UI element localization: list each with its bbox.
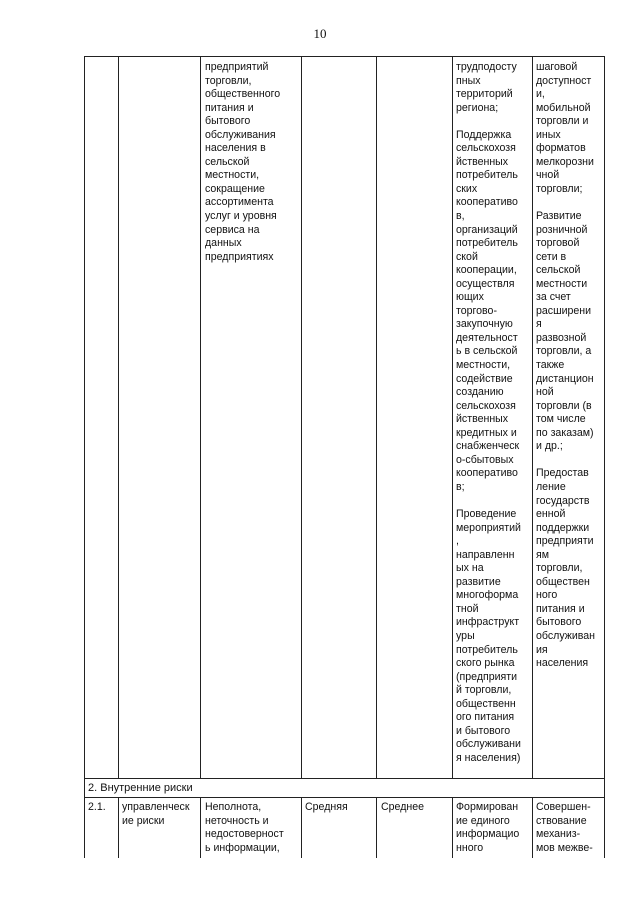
table-col-divider-2b: [200, 797, 201, 858]
page-number: 10: [313, 26, 327, 41]
cell-risk-description: Неполнота, неточность и недостоверност ь информации,: [205, 801, 284, 854]
cell-row-number: 2.1.: [88, 801, 106, 813]
cell-impact: Среднее: [381, 801, 425, 813]
cell-risk-description-continued: предприятий торговли, общественного питания и бытового обслуживания населения в сельской местности, сокращение ассортимента услуг и уровня сервиса на данных предприятиях: [205, 61, 281, 263]
table-col-divider-5b: [452, 797, 453, 858]
table-border-right: [604, 56, 605, 858]
cell-measures: Формирован ие единого информацио нного: [456, 801, 520, 854]
table-col-divider-1: [118, 56, 119, 778]
table-border-left: [84, 56, 85, 858]
table-col-divider-4: [376, 56, 377, 778]
section-bottom-border: [84, 797, 605, 798]
cell-measures-continued: трудподосту пных территорий региона; Поддержка сельскохозя йственных потребитель ских кооперативо в, организаций потребитель ской кооперации, осуществля ющих торгово- закупочную деятельност ь в сельской местности, содействие созданию сельскохозя йственных кредитных и снабженческ о-сбытовых кооперативо в; Проведение мероприятий , направленн ых на развитие многоформа тной инфраструкт уры потребитель ского рынка (предприяти й торговли, общественн ого питания и бытового обслуживани я населения): [456, 61, 521, 764]
section-top-border: [84, 778, 605, 779]
table-col-divider-6b: [532, 797, 533, 858]
table-top-border: [84, 56, 605, 57]
table-col-divider-6: [532, 56, 533, 778]
table-col-divider-4b: [376, 797, 377, 858]
cell-improvements: Совершен- ствование механиз- мов межве-: [536, 801, 593, 854]
table-col-divider-1b: [118, 797, 119, 858]
section-internal-risks: 2. Внутренние риски: [88, 782, 193, 794]
cell-risk-name: управленческ ие риски: [122, 801, 190, 827]
table-col-divider-3: [301, 56, 302, 778]
cell-probability: Средняя: [305, 801, 348, 813]
table-col-divider-3b: [301, 797, 302, 858]
table-col-divider-5: [452, 56, 453, 778]
table-col-divider-2: [200, 56, 201, 778]
cell-improvements-continued: шаговой доступност и, мобильной торговли и иных форматов мелкорозни чной торговли; Развитие розничной торговой сети в сельской местности за счет расширени я развозной торговли, а также дистанцион ной торговли (в том числе по заказам) и др.; Предостав ление государств енной поддержки предприяти ям торговли, обществен ного питания и бытового обслуживан ия населения: [536, 61, 595, 670]
